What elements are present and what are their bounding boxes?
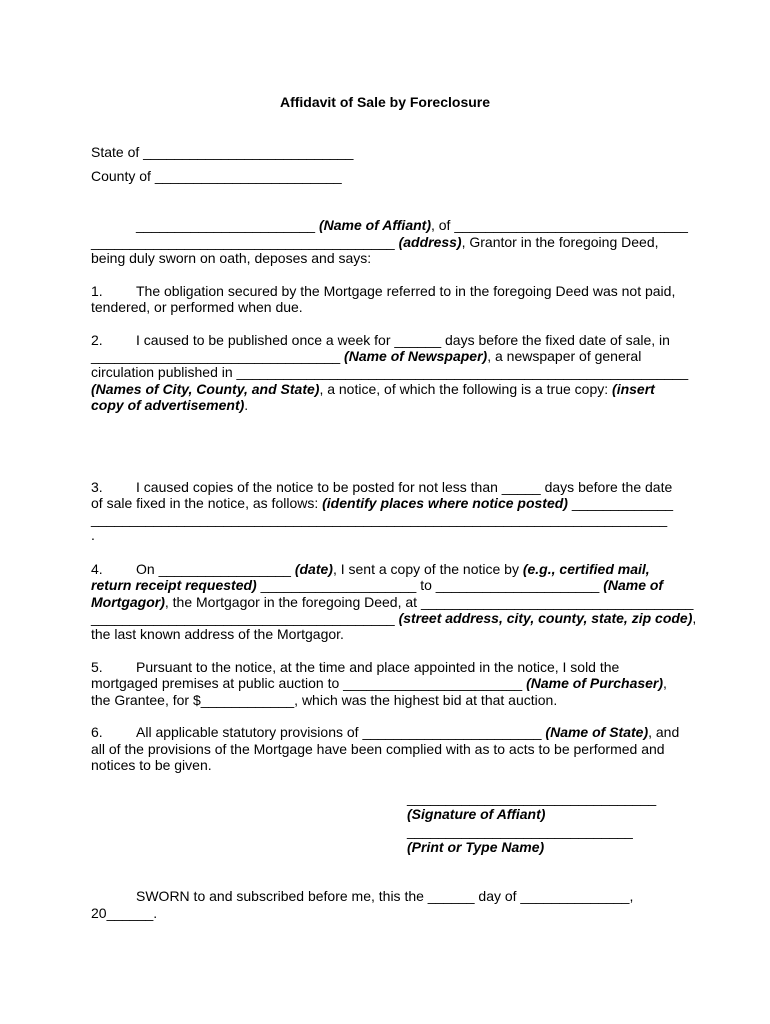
p2-period: . — [244, 397, 249, 413]
p6-line-2: all of the provisions of the Mortgage have been complied with as to acts to be performed and — [91, 741, 665, 757]
p4-line-1 — [136, 561, 650, 577]
places-blank: _____________ — [567, 495, 674, 511]
p1-line-2: tendered, or performed when due. — [91, 299, 303, 315]
p6-and: , and — [648, 724, 680, 740]
p3-line-1: I caused copies of the notice to be posted for not less than _____ days before the date — [136, 479, 673, 495]
affiant-label: (Name of Affiant) — [318, 217, 431, 233]
county-line: County of ________________________ — [91, 168, 342, 184]
date-blank: On _________________ — [136, 561, 295, 577]
p4-line-3 — [91, 594, 693, 610]
true-copy-text: , a notice, of which the following is a true copy: — [319, 381, 613, 397]
p3-line-4: . — [91, 527, 95, 543]
affiant-blank: _______________________ — [136, 217, 319, 233]
city-county-state-label: (Names of City, County, and State) — [91, 381, 320, 397]
advertisement-label: copy of advertisement) — [91, 397, 245, 413]
p5-line-1: Pursuant to the notice, at the time and place appointed in the notice, I sold the — [136, 659, 620, 675]
sent-copy-text: , I sent a copy of the notice by — [332, 561, 523, 577]
to-blank: ____________________ to _____________________ — [256, 577, 604, 593]
street-address-label: (street address, city, county, state, zip code) — [398, 610, 693, 626]
p6-line-3: notices to be given. — [91, 757, 212, 773]
intro-line-3: being duly sworn on oath, deposes and says: — [91, 250, 372, 266]
p5-line-3: the Grantee, for $____________, which was the highest bid at that auction. — [91, 692, 558, 708]
p4-comma: , — [692, 610, 697, 626]
p4-line-5: the last known address of the Mortgagor. — [91, 626, 344, 642]
grantor-text: , Grantor in the foregoing Deed, — [461, 234, 659, 250]
address-blank: _______________________________________ — [91, 234, 399, 250]
sworn-line-2: 20______. — [91, 905, 158, 921]
street-blank: _______________________________________ — [91, 610, 399, 626]
p2-line-5 — [91, 397, 248, 413]
print-name-line: _____________________________ — [407, 823, 633, 839]
sworn-line-1: SWORN to and subscribed before me, this the ______ day of ______________, — [136, 888, 634, 904]
signature-line: ________________________________ — [407, 790, 657, 806]
sale-fixed-text: of sale fixed in the notice, as follows: — [91, 495, 323, 511]
signature-label: (Signature of Affiant) — [407, 806, 546, 822]
newspaper-blank: ________________________________ — [91, 348, 345, 364]
page-title: Affidavit of Sale by Foreclosure — [279, 94, 491, 110]
p6-number: 6. — [91, 724, 103, 740]
p4-number: 4. — [91, 561, 103, 577]
p3-line-2 — [91, 495, 673, 511]
intro-line-1 — [136, 217, 688, 233]
p1-number: 1. — [91, 283, 103, 299]
p5-number: 5. — [91, 659, 103, 675]
p4-line-4 — [91, 610, 696, 626]
p2-line-2 — [91, 348, 641, 364]
mortgagor-label: Mortgagor) — [91, 594, 165, 610]
p5-comma: , — [663, 675, 667, 691]
mortgagor-text: , the Mortgagor in the foregoing Deed, at ___________________________________ — [164, 594, 694, 610]
p2-line-1: I caused to be published once a week for ______ days before the fixed date of sale, in — [136, 332, 670, 348]
p2-line-4 — [91, 381, 655, 397]
affiant-of: , of ______________________________ — [430, 217, 688, 233]
p6-line-1 — [136, 724, 679, 740]
statutory-text: All applicable statutory provisions of _______________________ — [136, 724, 546, 740]
p1-line-1: The obligation secured by the Mortgage referred to in the foregoing Deed was not paid, — [136, 283, 676, 299]
state-line: State of ___________________________ — [91, 144, 354, 160]
p2-number: 2. — [91, 332, 103, 348]
name-of-label: (Name of — [603, 577, 664, 593]
p3-line-3: __________________________________________________________________________ — [91, 511, 668, 527]
auction-text: mortgaged premises at public auction to _______________________ — [91, 675, 527, 691]
intro-line-2 — [91, 234, 659, 250]
newspaper-text: , a newspaper of general — [487, 348, 642, 364]
p4-line-2 — [91, 577, 663, 593]
places-label: (identify places where notice posted) — [322, 495, 568, 511]
print-name-label: (Print or Type Name) — [407, 839, 545, 855]
return-receipt-label: return receipt requested) — [91, 577, 257, 593]
p5-line-2 — [91, 675, 667, 691]
date-label: (date) — [294, 561, 333, 577]
p2-line-3: circulation published in __________________________________________________________ — [91, 364, 689, 380]
mail-method-label: (e.g., certified mail, — [522, 561, 650, 577]
purchaser-label: (Name of Purchaser) — [526, 675, 664, 691]
address-label: (address) — [398, 234, 462, 250]
insert-label: (insert — [612, 381, 655, 397]
p3-number: 3. — [91, 479, 103, 495]
state-name-label: (Name of State) — [545, 724, 649, 740]
newspaper-label: (Name of Newspaper) — [344, 348, 488, 364]
